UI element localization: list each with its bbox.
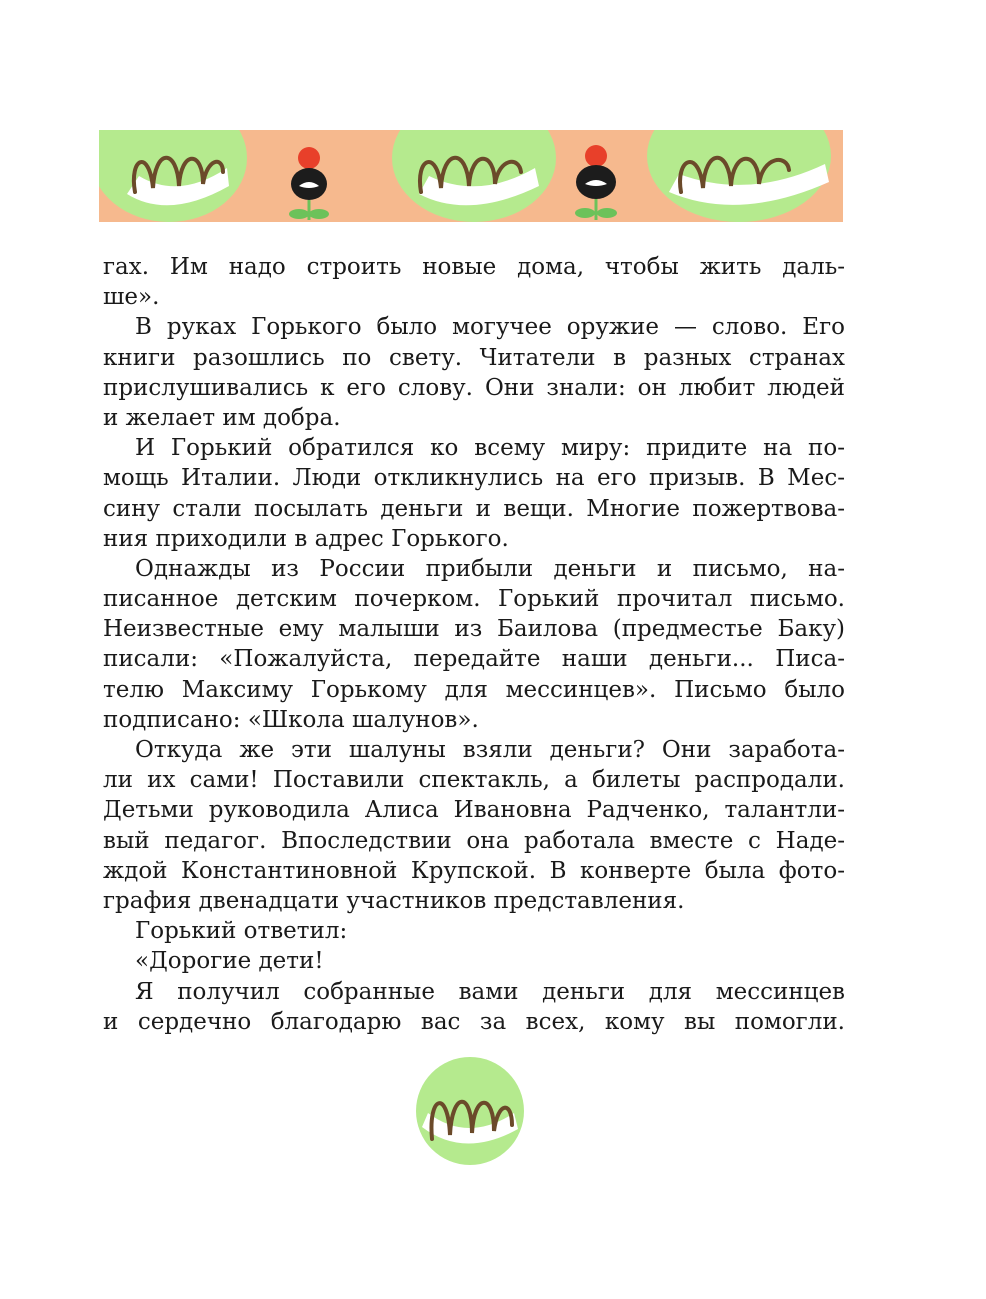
text-line: Неизвестные ему малыши из Баилова (предместье Баку) — [103, 616, 845, 643]
body-text — [103, 252, 845, 1037]
text-line: мощь Италии. Люди откликнулись на его призыв. В Мес- — [103, 465, 845, 492]
text-line: вый педагог. Впоследствии она работала вместе с Наде- — [103, 827, 845, 854]
text-line: и желает им добра. — [103, 404, 341, 431]
text-line: И Горький обратился ко всему миру: придите на по- — [135, 435, 845, 462]
text-line: Откуда же эти шалуны взяли деньги? Они заработа- — [135, 737, 845, 763]
text-line: гах. Им надо строить новые дома, чтобы жить даль- — [103, 254, 845, 280]
text-line: Я получил собранные вами деньги для мессинцев — [135, 978, 845, 1005]
text-line: сину стали посылать деньги и вещи. Многие пожертвова- — [103, 495, 845, 522]
text-line: ше». — [103, 284, 160, 311]
text-line: Детьми руководила Алиса Ивановна Радченко, талантли- — [103, 797, 845, 824]
text-line: Горький ответил: — [135, 918, 348, 945]
text-line: подписано: «Школа шалунов». — [103, 706, 479, 733]
text-line: «Дорогие дети! — [135, 948, 324, 975]
bottom-leaf-ornament — [414, 1055, 526, 1167]
bottom-leaf-art — [414, 1055, 526, 1167]
banner-art — [99, 128, 843, 224]
text-line: телю Максиму Горькому для мессинцев». Письмо было — [103, 676, 845, 703]
text-line: Однажды из России прибыли деньги и письмо, на- — [135, 555, 845, 582]
text-line: ния приходили в адрес Горького. — [103, 525, 509, 552]
text-line: и сердечно благодарю вас за всех, кому вы помогли. — [103, 1008, 845, 1035]
text-line: В руках Горького было могучее оружие — слово. Его — [135, 314, 845, 341]
text-line: писанное детским почерком. Горький прочитал письмо. — [103, 586, 845, 613]
text-line: книги разошлись по свету. Читатели в разных странах — [103, 344, 845, 371]
text-line: ждой Константиновной Крупской. В конверте была фото- — [103, 857, 845, 884]
text-line: прислушивались к его слову. Они знали: он любит людей — [103, 374, 845, 401]
text-line: ли их сами! Поставили спектакль, а билеты распродали. — [103, 767, 845, 794]
decorative-banner — [99, 128, 843, 224]
text-line: графия двенадцати участников представления. — [103, 887, 685, 914]
text-line: писали: «Пожалуйста, передайте наши деньги... Писа- — [103, 646, 845, 673]
